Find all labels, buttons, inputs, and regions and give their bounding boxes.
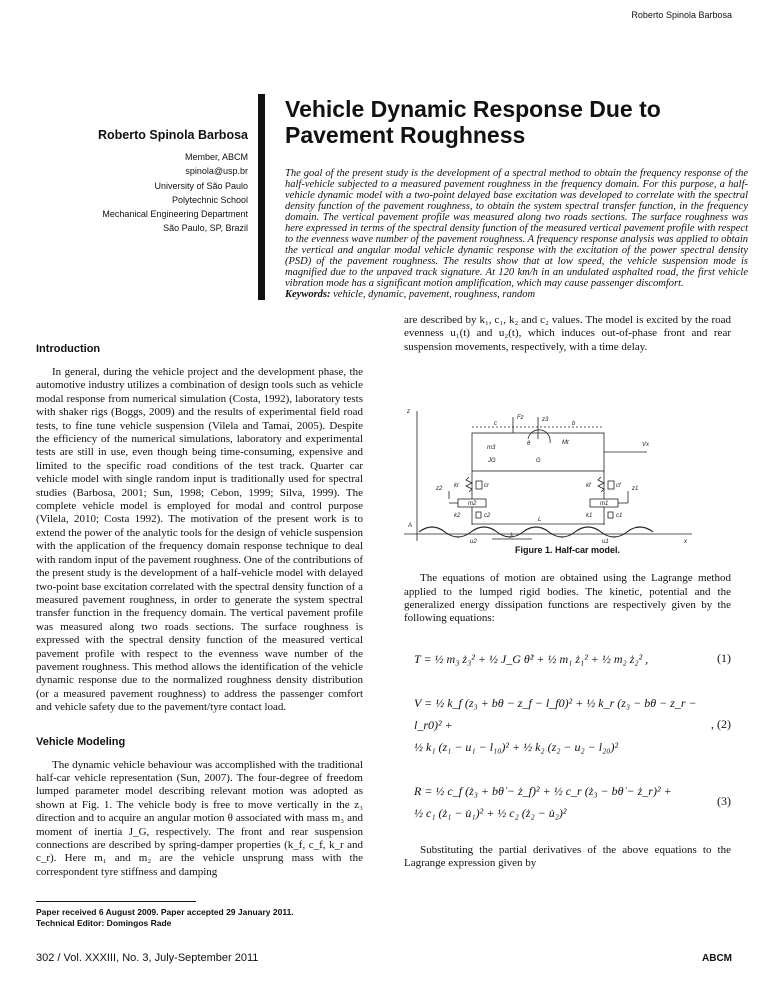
equation-number: , (2) [711,717,731,732]
fig-label: m3 [487,445,496,452]
section-heading-vehicle-modeling: Vehicle Modeling [36,735,126,748]
paper-received: Paper received 6 August 2009. Paper accepted 29 January 2011. [36,907,294,918]
fig-label: u2 [470,539,477,545]
footnote-block [36,901,363,929]
fig-label: Fz [517,415,524,422]
fig-label: k2 [454,513,461,520]
keywords: vehicle, dynamic, pavement, roughness, random [330,289,536,300]
equation-number: (3) [717,794,731,809]
equation-number: (1) [717,651,731,666]
fig-label: θ [527,441,531,448]
equation-2-line-1: V = ½ k_f (z₃ + bθ − z_f − l_f0)² + ½ k_r (z₃ − bθ − z_r − l_r0)² + [414,695,697,732]
equation-2-line-2: ½ k₁ (z₁ − u₁ − l₁₀)² + ½ k₂ (z₂ − u₂ − l₂₀)² [414,739,619,754]
title-bar-divider [258,94,265,300]
fig-label: L [538,517,542,524]
author-affiliation: São Paulo, SP, Brazil [163,223,248,234]
footer-journal-info: 302 / Vol. XXXIII, No. 3, July-September 2011 [36,952,259,964]
fig-label: b [572,421,576,428]
author-affiliation: University of São Paulo [154,180,248,191]
fig-label: z1 [632,486,639,493]
section-heading-introduction: Introduction [36,343,101,355]
abstract-text: The goal of the present study is the development of a spectral method to obtain the frequency response of the half-vehicle subjected to a measured pavement roughness in the frequency domain. For this purpose, a half-vehicle dynamic model with a two-point delayed base excitation was developed to correlate with the spectral density function of the pavement roughness, to obtain the system spectral transfer function, in the frequency domain. The vertical pavement profile was measured along two roads sections. The surface roughness was here expressed in terms of the spectral density function of the measured vertical pavement profile with respect to the evenness wave number of the pavement roughness. A frequency response analysis was applied to obtain the vertical and angular modal vehicle dynamic response with the excitation of the power spectral density (PSD) of the pavement roughness. The results show that at low speed, the vehicle suspension mode is magnified due to the unpaved track signature. At 120 km/h in an undulated asphalted road, the first vehicle vibration mode has a significant motion amplification, which may cause passenger discomfort. [285,168,748,289]
fig-label: cf [616,483,621,490]
equations-intro: The equations of motion are obtained using the Lagrange method applied to the lumped rigid bodies. The kinetic, potential and the generalized energy dissipation functions are respectively given by the following equations: [404,572,731,625]
equation-3 [404,780,731,824]
equation-1 [404,648,731,670]
left-column [36,342,363,929]
equation-3-line-1: R = ½ c_f (ż₃ + bθ̇ − ż_f)² + ½ c_r (ż₃ − bθ̇ − ż_r)² + [414,783,672,798]
equation-body [414,692,698,758]
figure-caption: Figure 1. Half-car model. [514,545,621,556]
fig-label: k1 [586,513,593,520]
fig-label: z3 [542,417,549,424]
fig-label: z2 [436,486,443,493]
substitution-text: Substituting the partial derivatives of the above equations to the Lagrange expression given by [404,843,731,870]
author-email: spinola@usp.br [185,166,248,177]
fig-label: G [536,458,541,465]
footer-publisher: ABCM [702,953,732,964]
running-head: Roberto Spinola Barbosa [631,10,732,20]
equation-body [414,780,698,824]
equation-2 [404,692,731,758]
fig-label: c1 [616,513,623,520]
paper-title: Vehicle Dynamic Response Due to Pavement Roughness [285,96,661,148]
author-name: Roberto Spinola Barbosa [97,128,248,142]
half-car-figure [392,399,732,544]
fig-label: m1 [600,501,609,508]
fig-label: Mt [562,440,569,447]
equation-3-line-2: ½ c₁ (ż₁ − u̇₁)² + ½ c₂ (ż₂ − u̇₂)² [414,805,567,820]
footnote-divider [36,901,196,902]
intro-paragraph: In general, during the vehicle project and the development phase, the automotive industry utilizes a combination of design tools such as vehicle modal response from numerical simulation (Costa, 1992), laboratory tests with shaker rigs (Boggs, 2009) and the results of experimental field road tests, to fine tune vehicle suspension (Vilela and Tamai, 2005). Despite the efficiency of the numerical simulations, laboratory and experimental tests are still in use, even though being time-consuming, expensive and limited to the specific road conditions of the test track. Quarter car vehicle model with single random input is traditionally used for spectral studies (Barbosa, 2001; Sun, 1998; Cebon, 1999; Silva, 1999). The complete vehicle model is employed for modal and control purpose (Vilela, 2010; Costa 1992). The motivation of the present work is to extend the power of the analytic tools for the design of vehicle suspension with the application of the frequency domain response technique to deal with random input of the pavement roughness. One of the contributions of the present study is the development of a half-vehicle model with delayed two-point base excitation correlated with the spectral density function of a measured pavement roughness, in order to generate the system spectral transfer function in the frequency domain. The vertical pavement profile was measured along two roads sections. The surface roughness is expressed with the spectral density function of the measured vertical pavement profile with respect to the evenness wave number of the pavement roughness. This method allows the identification of the vehicle dynamic response due to the normalized roughness density distribution (or a measured pavement roughness) to address the passenger comfort and vehicle safety due to the pavement/tyre contact load. [36,366,363,714]
abstract [285,168,748,300]
fig-label: λ [510,533,513,540]
fig-label: A [408,523,413,530]
fig-label: u1 [602,539,609,545]
fig-label: kf [586,483,591,490]
fig-label: m2 [468,501,477,508]
modeling-continued: are described by k₁, c₁, k₂ and c₂ values. The model is excited by the road evenness u₁(t) and u₂(t), which induces out-of-phase front and rear suspension movements, respectively, with a time delay. [404,314,731,353]
fig-label: JG [488,458,496,465]
fig-label: c2 [484,513,491,520]
equation-body [414,648,698,670]
author-affiliation: Mechanical Engineering Department [102,209,248,220]
modeling-paragraph: The dynamic vehicle behaviour was accomplished with the traditional half-car vehicle representation (Sun, 2007). The four-degree of freedom lumped parameter model describing relevant motion was adopted as shown at Fig. 1. The vehicle body is free to move vertically in the z₃ direction and to acquire an angular motion θ associated with mass m₃ and moment of inertia J_G, respectively. The front and rear suspension connections are described by spring-damper properties (k_f, c_f, k_r and c_r). Here m₁ and m₂ are the vehicle unsprung mass with the correspondent tyre stiffness and damping [36,758,363,878]
fig-label: x [684,539,687,545]
fig-label: c [494,421,497,428]
keywords-label: Keywords: [285,289,331,300]
technical-editor: Technical Editor: Domingos Rade [36,918,172,929]
author-affiliation: Member, ABCM [184,152,248,163]
fig-label: cr [484,483,489,490]
author-affiliation: Polytechnic School [171,194,248,205]
right-column [404,314,731,871]
fig-label: Vx [642,442,650,449]
equation-1-line-1: T = ½ m₃ ż₃² + ½ J_G θ̇² + ½ m₁ ż₁² + ½ m₂ ż₂² , [414,651,649,666]
footnote [36,907,363,929]
fig-label: kr [454,483,459,490]
author-block [98,128,248,235]
fig-label: z [407,409,410,416]
